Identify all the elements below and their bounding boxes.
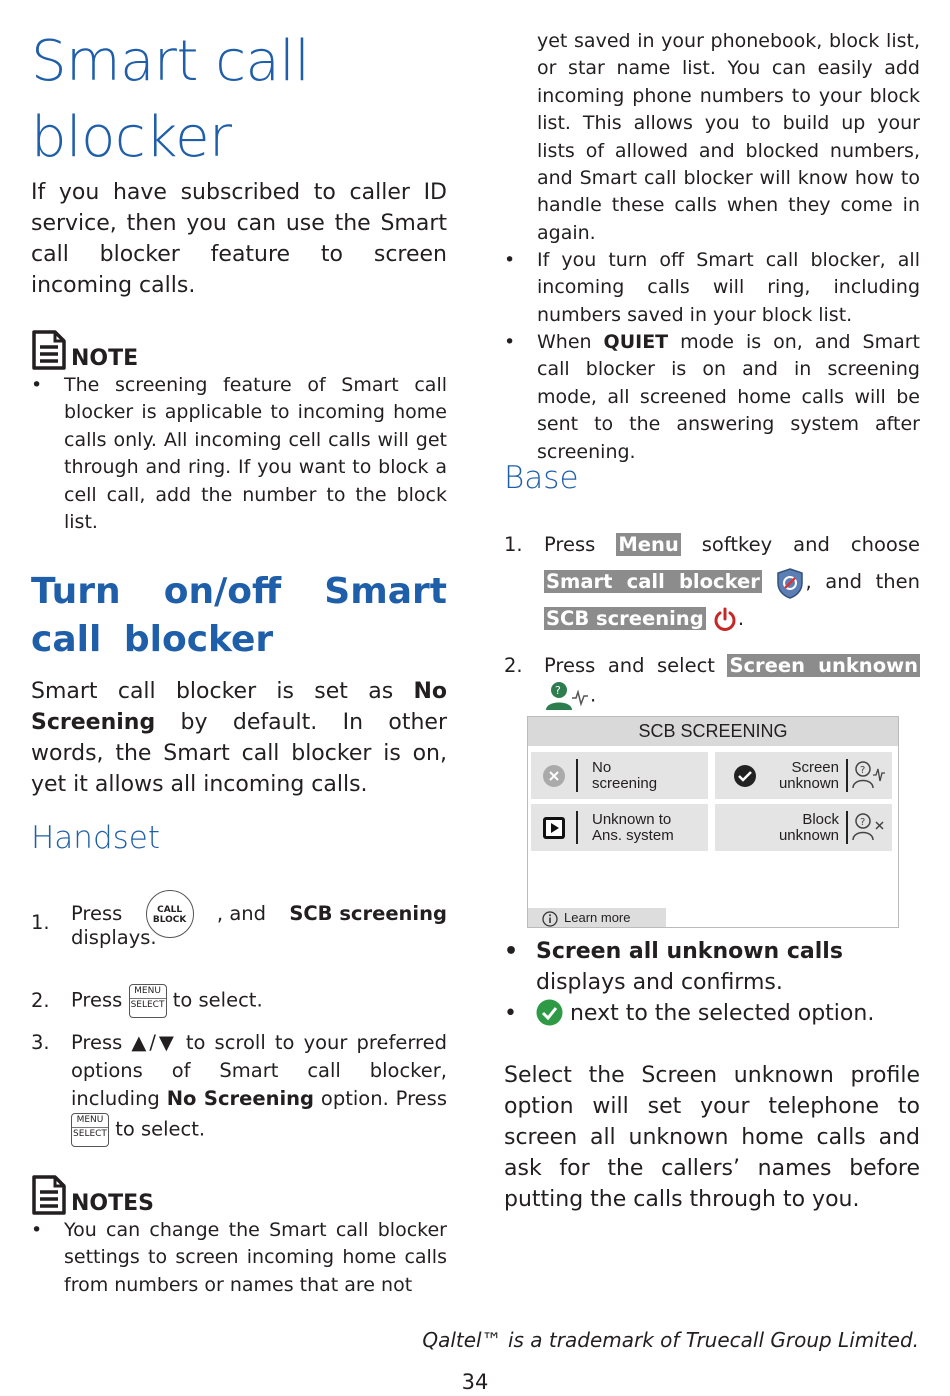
option-label: [592, 760, 657, 792]
option-label: [779, 812, 839, 844]
svg-text:?: ?: [860, 765, 866, 776]
after-bullet-1-bold: Screen all unknown calls: [536, 939, 843, 964]
step-number: 3.: [31, 1031, 50, 1054]
base-step-2: [504, 652, 920, 712]
option-unknown-to-ans-system[interactable]: [531, 804, 708, 851]
menu-select-key-icon: [71, 1113, 109, 1147]
handset-step-1: [31, 890, 447, 952]
option-no-screening[interactable]: [531, 752, 708, 799]
step-text: .: [590, 683, 597, 707]
notes-bullet-1-part1: • You can change the Smart call blocker settings to screen incoming home calls from numbers or names that are not: [31, 1219, 447, 1296]
section-para-start: Smart call blocker is set as: [31, 679, 414, 704]
step-text: , and: [216, 902, 267, 925]
notes-bullet-3: • When QUIET mode is on, and Smart call blocker is on and in screening mode, all screened home calls will be sent to the answering system after screening.: [504, 331, 920, 463]
after-bullet-1: • Screen all unknown calls displays and confirms.: [504, 939, 843, 995]
section-para-end: by default. In other words, the Smart call blocker is on, yet it allows all incoming calls.: [31, 710, 447, 797]
note-header: [31, 329, 138, 371]
after-paragraph: Select the Screen unknown profile option will set your telephone to screen all unknown home calls and ask for the callers’ names before putting the calls through to you.: [504, 1063, 920, 1212]
play-icon: [542, 816, 566, 840]
section-para-bold: No Screening: [31, 679, 447, 735]
step-number: 2.: [31, 989, 50, 1012]
screen-unknown-icon: [544, 680, 590, 712]
step-text: Press: [71, 988, 123, 1012]
notes-bullet-2: • If you turn off Smart call blocker, all incoming calls will ring, including numbers saved in your block list.: [504, 249, 920, 326]
option-line: Block: [802, 811, 839, 828]
note-icon: [31, 329, 67, 371]
scb-screening-highlight: SCB screening: [546, 607, 704, 630]
trademark-note: Qaltel™ is a trademark of Truecall Group Limited.: [422, 1328, 919, 1352]
call-block-key-line1: CALL: [157, 905, 183, 915]
step-text: to select.: [172, 988, 263, 1012]
screen-unknown-highlight: Screen unknown: [729, 654, 918, 677]
divider: [576, 811, 578, 844]
call-block-key-line2: BLOCK: [152, 915, 187, 925]
notes-header: [31, 1174, 154, 1216]
menu-key-line2: SELECT: [73, 1129, 107, 1139]
check-icon: [536, 999, 563, 1026]
info-icon: [542, 911, 558, 927]
learn-more-label: Learn more: [564, 910, 631, 925]
notes-bullet-1-text: You can change the Smart call blocker settings to screen incoming home calls from numbers or names that are not: [64, 1219, 447, 1296]
option-line: unknown: [778, 775, 839, 792]
option-line: screening: [592, 775, 658, 792]
menu-key-line1: MENU: [134, 986, 161, 996]
step-text: Press: [544, 533, 617, 556]
svg-text:?: ?: [555, 684, 561, 697]
menu-select-key-icon: [129, 984, 167, 1018]
menu-key-line2: SELECT: [130, 1000, 165, 1010]
option-screen-unknown[interactable]: [715, 752, 892, 799]
close-circle-icon: [542, 764, 566, 788]
option-line: unknown: [778, 827, 839, 844]
step-text: to select.: [115, 1117, 206, 1141]
person-block-icon: [852, 813, 886, 841]
note-text: The screening feature of Smart call blocker is applicable to incoming home calls only. All incoming cell calls will get through and ring. If you want to block a cell call, add the number to the block list.: [64, 374, 447, 534]
person-question-icon: [852, 761, 886, 789]
divider: [846, 759, 848, 792]
svg-text:?: ?: [860, 817, 866, 828]
handset-step-2: [31, 984, 447, 1018]
menu-key-line1: MENU: [76, 1115, 104, 1125]
after-display-section: [504, 936, 920, 1215]
scb-screening-display: [527, 716, 899, 928]
notes-bullet-3-text: When: [537, 331, 604, 353]
notes-label: NOTES: [71, 1191, 154, 1216]
quiet-bold: QUIET: [603, 331, 669, 353]
base-step-1: [504, 526, 920, 637]
intro-paragraph: If you have subscribed to caller ID service, then you can use the Smart call blocker feature to screen incoming calls.: [31, 180, 447, 298]
after-bullet-1-text: displays and confirms.: [536, 970, 783, 995]
page-title: Smart call blocker: [31, 29, 310, 170]
step-number: 2.: [504, 654, 523, 677]
handset-step-3: [31, 1029, 447, 1147]
step-text: softkey and choose: [680, 533, 920, 556]
base-heading: Base: [504, 460, 579, 496]
option-line: Ans. system: [592, 827, 674, 844]
notes-bullet-1-part2: [504, 28, 920, 247]
step-text: , and then: [805, 570, 920, 593]
section-paragraph: [31, 676, 447, 800]
power-icon: [712, 607, 738, 633]
divider: [846, 811, 848, 844]
section-heading: Turn on/off Smart call blocker: [31, 571, 447, 660]
check-circle-icon: [733, 764, 757, 788]
step-number: 1.: [31, 911, 50, 934]
shield-icon: [775, 567, 805, 599]
note-bullet: • The screening feature of Smart call blocker is applicable to incoming home calls only. All incoming cell calls will get through and ring. If you want to block a cell call, add the number to the block list.: [31, 374, 447, 534]
step-text: option. Press: [314, 1087, 447, 1110]
step-text: Press and select: [544, 654, 728, 677]
option-block-unknown[interactable]: [715, 804, 892, 851]
option-line: Screen: [791, 759, 839, 776]
step-bold-text: No Screening: [166, 1087, 315, 1110]
notes-icon: [31, 1174, 67, 1216]
option-label: [592, 812, 674, 844]
menu-highlight: Menu: [618, 533, 679, 556]
step-text: displays.: [71, 926, 157, 949]
option-line: No: [592, 759, 612, 776]
screen-title: SCB SCREENING: [528, 717, 898, 746]
learn-more-button[interactable]: [528, 908, 666, 927]
note-label: NOTE: [71, 346, 139, 371]
option-label: [779, 760, 839, 792]
step-bold-text: SCB screening: [289, 902, 447, 925]
after-bullet-2: • next to the selected option.: [504, 1001, 875, 1026]
option-line: Unknown to: [592, 811, 672, 828]
step-text: Press: [71, 902, 123, 925]
after-bullet-2-text: next to the selected option.: [563, 1001, 875, 1026]
handset-heading: Handset: [31, 820, 161, 856]
notes-bullet-1-continued: yet saved in your phonebook, block list, or star name list. You can easily add incoming phone numbers to your block list. This allows you to build up your lists of allowed and blocked numbers, and Smart call blocker will know how to handle these calls when they come in again.: [537, 30, 920, 244]
smart-call-blocker-highlight: Smart call blocker: [546, 570, 760, 593]
divider: [576, 759, 578, 792]
step-text: .: [737, 607, 745, 630]
step-text: Press ▲/▼ to scroll to your preferred options of Smart call blocker, including: [71, 1031, 447, 1110]
notes-bullet-2-text: If you turn off Smart call blocker, all incoming calls will ring, including numbers saved in your block list.: [537, 249, 920, 326]
page-number: 34: [461, 1370, 489, 1394]
step-number: 1.: [504, 533, 523, 556]
notes-bullet-3-text: mode is on, and Smart call blocker is on and in screening mode, all screened home calls will be sent to the answering system after screening.: [537, 331, 920, 463]
